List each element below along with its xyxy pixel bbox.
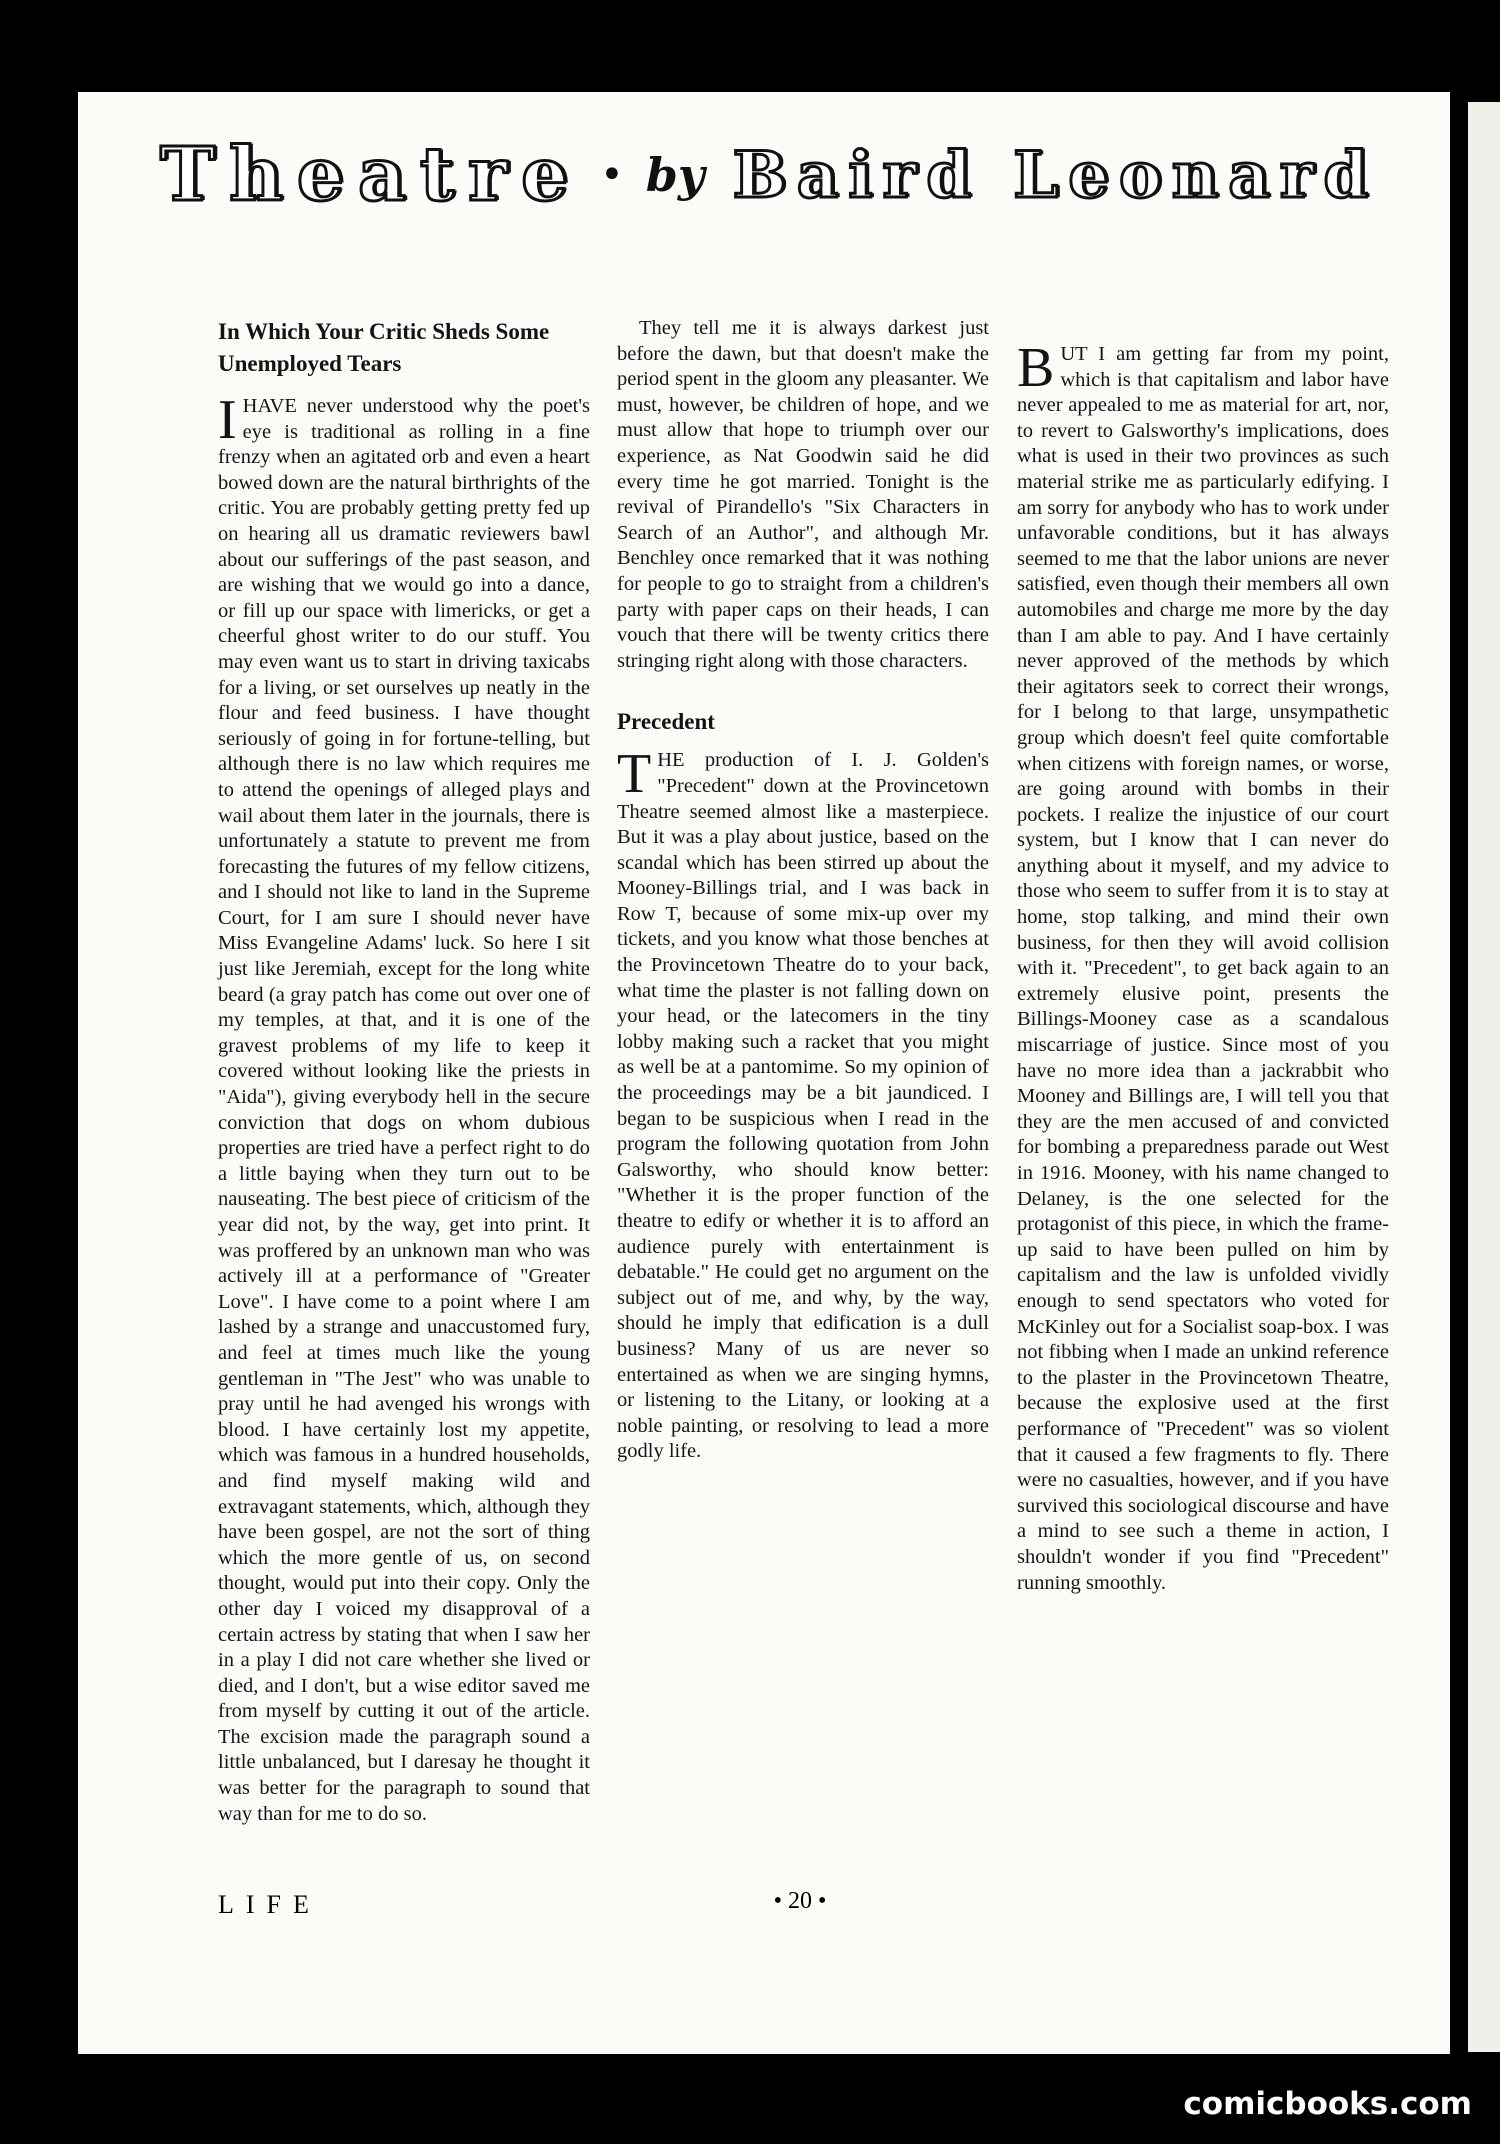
article-paragraph-1: HAVE never understood why the poet's eye is traditional as rolling in a fine frenzy when an agitated orb and even a heart bowed down are the natural birthrights of the critic. You are probably getting pretty fed up on hearing all us dramatic reviewers bawl about our sufferings of the past season, and are wishing that we would go into a dance, or fill up our space with limericks, or get a cheerful ghost writer to do our stuff. You may even want us to start in driving taxicabs for a living, or set ourselves up neatly in the flour and feed business. I have thought seriously of going in for fortune-telling, but although there is no law which requires me to attend the openings of alleged plays and wail about them later in the journals, there is unfortunately a statute to prevent me from forecasting the futures of my fellow citizens, and I should not like to land in the Supreme Court, for I am sure I should never have Miss Evangeline Adams' luck. So here I sit just like Jeremiah, except for the long white beard (a gray patch has come out over one of my temples, at that, and it is one of the gravest problems of my life to keep it covered without looking like the priests in "Aida"), giving everybody hell in the secure conviction that dogs on whom dubious properties are tried have a perfect right to do a little baying when they turn out to be nauseating. The best piece of criticism of the year did not, by the way, get into print. It was proffered by an unknown man who was actively ill at a performance of "Greater Love". I have come to a point where I am lashed by a strange and unaccustomed fury, and feel at times much like the young gentleman in "The Jest" who was unable to pray until he had avenged his wrongs with blood. I have certainly lost my appetite, which was famous in a hundred households, and find myself making wild and extravagant statements, which, although they have been gospel, are not the sort of thing which the more gentle of us, on second thought, would put into their copy. Only the other day I voiced my disapproval of a certain actress by stating that when I saw her in a play I did not care whether she lived or died, and I don't, but a wise editor saved me from myself by cutting it out of the article. The excision made the paragraph sound a little unbalanced, but I daresay he thought it was better for the paragraph to sound that way than for me to do so.: [218, 395, 590, 1825]
author-name: Baird Leonard: [732, 137, 1379, 213]
masthead-separator: •: [600, 152, 624, 198]
column-3: [1017, 316, 1389, 1596]
drop-cap-2: T: [617, 743, 652, 806]
precedent-paragraph-1: HE production of I. J. Golden's "Precedent" down at the Provincetown Theatre seemed almost like a masterpiece. But it was a play about justice, based on the scandal which has been stirred up about the Mooney-Billings trial, and I was back in Row T, because of some mix-up over my tickets, and you know what those benches at the Provincetown Theatre do to your back, what time the plaster is not falling down on your head, or the latecomers in the tiny lobby making such a racket that you might as well be at a pantomime. So my opinion of the proceedings may be a bit jaundiced. I began to be suspicious when I read in the program the following quotation from John Galsworthy, who should know better: "Whether it is the proper function of the theatre to edify or whether it is to afford an audience purely with entertainment is debatable." He could get no argument on the subject out of me, and why, by the way, should he imply that edification is a dull business? Many of us are never so entertained as when we are singing hymns, or listening to the Litany, or looking at a noble painting, or resolving to lead a more godly life.: [617, 749, 989, 1463]
column-2: [617, 316, 989, 1465]
adjacent-page-sliver: [1468, 102, 1500, 2052]
article-heading: In Which Your Critic Sheds Some Unemployed Tears: [218, 319, 550, 376]
paragraph-spacer: [1017, 316, 1389, 342]
section-title: Theatre: [160, 132, 583, 218]
precedent-paragraph-2: UT I am getting far from my point, which is that capitalism and labor have never appealed to me as material for art, nor, to revert to Galsworthy's implications, does what is used in their two provinces as such material strike me as particularly edifying. I am sorry for anybody who has to work under unfavorable conditions, but it has always seemed to me that the labor unions are never satisfied, even though their members all own automobiles and charge me more by the day than I am able to pay. And I have certainly never approved of the methods by which their agitators seek to correct their wrongs, for I belong to that large, unsympathetic group which doesn't feel quite comfortable when citizens with foreign names, or worse, are going around with bombs in their pockets. I realize the injustice of our court system, but I know that I can never do anything about it myself, and my advice to those who seem to suffer from it is to stay at home, stop talking, and mind their own business, for then they will avoid collision with it. "Precedent", to get back again to an extremely elusive point, presents the Billings-Mooney case as a scandalous miscarriage of justice. Since most of you have no more idea than a jackrabbit who Mooney and Billings are, I will tell you that they are the men accused of and convicted for bombing a preparedness parade out West in 1916. Mooney, with his name changed to Delaney, is the one selected for the protagonist of this piece, in which the frame-up said to have been pulled on him by capitalism and the law is unfolded vividly enough to send spectators who voted for McKinley out for a Socialist soap-box. I was not fibbing when I made an unkind reference to the plaster in the Provincetown Theatre, because the explosive used at the first performance of "Precedent" was so violent that it caused a few fragments to fly. There were no casualties, however, and if you have survived this sociological discourse and have a mind to see such a theme in action, I shouldn't wonder if you find "Precedent" running smoothly.: [1017, 343, 1389, 1594]
page-number: • 20 •: [773, 1888, 827, 1914]
column-1: [218, 316, 590, 1827]
masthead: [160, 120, 1379, 230]
drop-cap: I: [218, 389, 237, 451]
magazine-name: LIFE: [218, 1890, 321, 1919]
adjacent-page-edge: [1450, 92, 1500, 2054]
article-body-1: [218, 389, 590, 1827]
watermark: comicbooks.com: [1183, 2086, 1472, 2122]
subheading-precedent: Precedent: [617, 709, 715, 735]
byline-by: by: [645, 148, 705, 202]
precedent-body-2: [1017, 337, 1389, 1596]
article-paragraph-2: They tell me it is always darkest just before the dawn, but that doesn't make the period spent in the gloom any pleasanter. We must, however, be children of hope, and we must allow that hope to triumph over our experience, as Nat Goodwin said he did every time he got married. Tonight is the revival of Pirandello's "Six Characters in Search of an Author", and although Mr. Benchley once remarked that it was nothing for people to go to straight from a children's party with paper caps on their heads, I can vouch that there will be twenty critics there stringing right along with those characters.: [617, 317, 989, 672]
drop-cap-3: B: [1017, 337, 1055, 399]
precedent-body: [617, 743, 989, 1465]
